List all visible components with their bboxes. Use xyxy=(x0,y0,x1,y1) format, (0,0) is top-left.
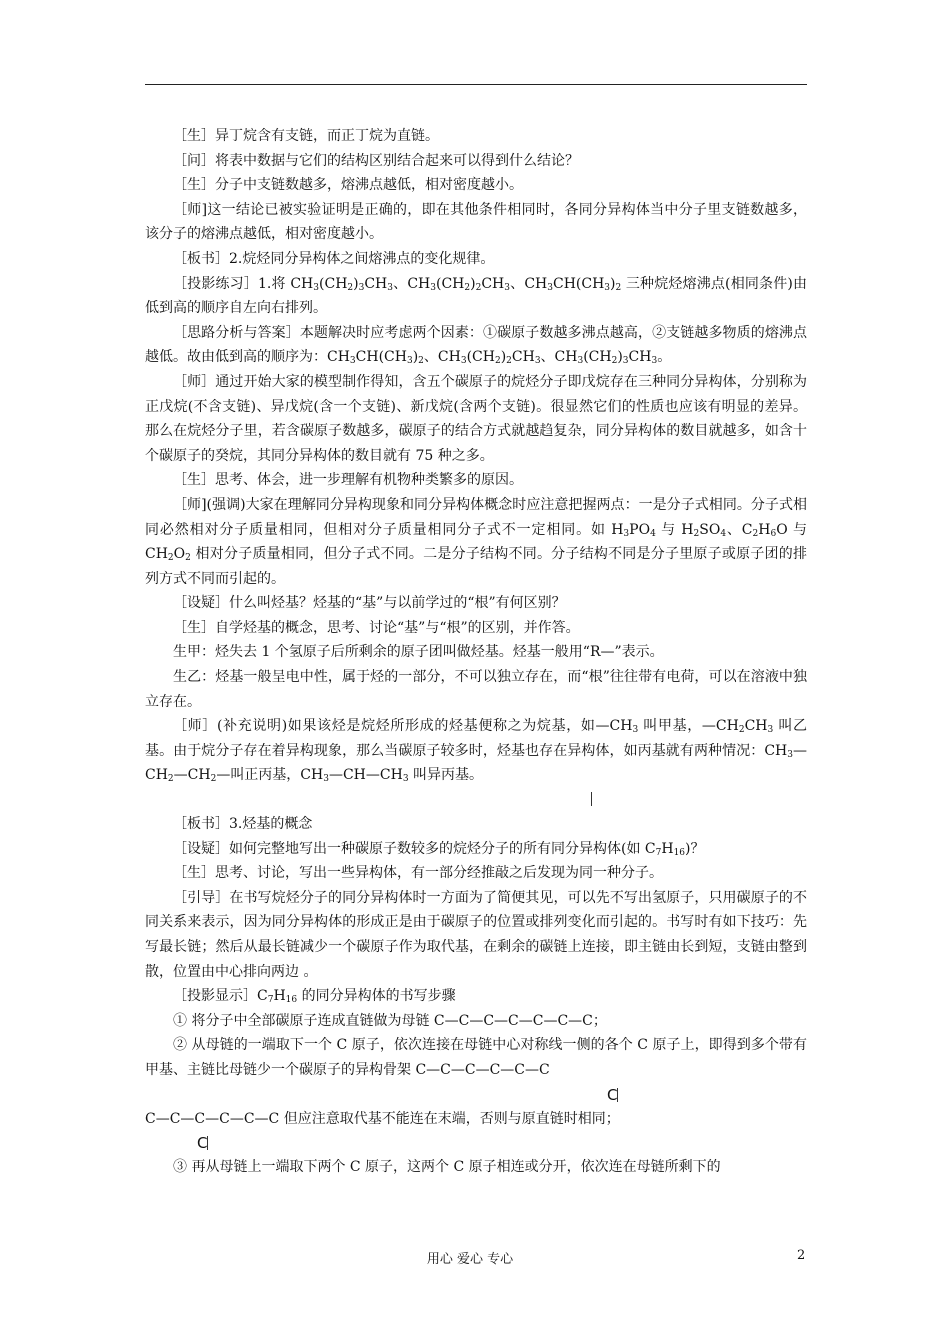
paragraph-7: ［思路分析与答案］本题解决时应考虑两个因素：①碳原子数越多沸点越高，②支链越多物质的熔沸点越低。故由低到高的顺序为：$CH_3CH(CH_3)_2$、$CH_3(CH_2)_2CH_3$、$CH_3(CH_2)_3CH_3$。 xyxy=(145,324,807,367)
paragraph-14: 生乙：烃基一般呈电中性，属于烃的一部分，不可以独立存在，而“根”往往带有电荷，可以在溶液中独立存在。 xyxy=(145,669,807,710)
paragraph-6: ［投影练习］1.将 $CH_3(CH_2)_3CH_3$、$CH_3(CH_2)_2CH_3$、$CH_3CH(CH_3)_2$ 三种烷烃熔沸点(相同条件)由低到高的顺序自左向右排列。 xyxy=(145,275,808,317)
paragraph-4: ［师]这一结论已被实验证明是正确的，即在其他条件相同时，各同分异构体当中分子里支链数越多，该分子的熔沸点越低，相对密度越小。 xyxy=(145,201,807,243)
isopropyl-branch-bar xyxy=(591,788,592,812)
paragraph-9: ［生］思考、体会，进一步理解有机物种类繁多的原因。 xyxy=(173,472,523,489)
paragraph-12: ［生］自学烃基的概念，思考、讨论“基”与“根”的区别，并作答。 xyxy=(173,619,580,636)
branch-strip-2 xyxy=(145,1131,807,1155)
paragraph-19: ［引导］在书写烷烃分子的同分异构体时一方面为了简便其见，可以先不写出氢原子，只用碳原子的不同关系来表示，因为同分异构体的形成正是由于碳原子的位置或排列变化而引起的。书写时有如下技巧：先写最长链；然后从最长链减少一个碳原子作为取代基，在剩余的碳链上连接，即主链由长到短，支链由整到散，位置由中心排向两边 。 xyxy=(145,889,807,980)
paragraph-1: ［生］异丁烷含有支链，而正丁烷为直链。 xyxy=(173,128,439,144)
paragraph-3: ［生］分子中支链数越多，熔沸点越低，相对密度越小。 xyxy=(173,177,523,194)
paragraph-10: ［师](强调)大家在理解同分异构现象和同分异构体概念时应注意把握两点：一是分子式相同。分子式相同必然相对分子质量相同，但相对分子质量相同分子式不一定相同。如 $H_3PO_4$ 与 $H_2SO_4$、$C_2H_6O$ 与 $CH_2O_2$ 相对分子质量相同，但分子式不同。二是分子结构不同。分子结构不同是分子里原子或原子团的排列方式不同而引起的。 xyxy=(145,496,807,587)
paragraph-5: ［板书］2.烷烃同分异构体之间熔沸点的变化规律。 xyxy=(173,250,495,267)
header-rule xyxy=(145,84,807,85)
paragraph-13: 生甲：烃失去 1 个氢原子后所剩余的原子团叫做烃基。烃基一般用“R—”表示。 xyxy=(173,644,664,661)
footer-motto: 用心 爱心 专心 xyxy=(426,1252,514,1267)
paragraph-22: ② 从母链的一端取下一个 C 原子，依次连接在母链中心对称线一侧的各个 C 原子上，即得到多个带有甲基、主链比母链少一个碳原子的异构骨架 C—C—C—C—C—C xyxy=(145,1037,807,1078)
paragraph-23: C—C—C—C—C—C 但应注意取代基不能连在末端，否则与原直链时相同； xyxy=(145,1110,620,1127)
paragraph-17: ［设疑］如何完整地写出一种碳原子数较多的烷烃分子的所有同分异构体(如 $C_7H_{16}$)？ xyxy=(173,840,705,858)
branch-carbon-1: C xyxy=(607,1085,618,1104)
isopropyl-branch-strip xyxy=(145,788,807,812)
paragraph-24: ③ 再从母链上一端取下两个 C 原子，这两个 C 原子相连或分开，依次连在母链所剩下的 xyxy=(173,1159,721,1176)
paragraph-15: ［师］(补充说明)如果该烃是烷烃所形成的烃基便称之为烷基，如$—CH_3$ 叫甲基，$—CH_2CH_3$ 叫乙基。由于烷分子存在着异构现象，那么当碳原子较多时，烃基也存在异构体，如丙基就有两种情况：$CH_3—CH_2—CH_2—$叫正丙基，$CH_3—CH—CH_3$ 叫异丙基。 xyxy=(145,718,808,785)
paragraph-2: ［问］将表中数据与它们的结构区别结合起来可以得到什么结论？ xyxy=(173,152,579,169)
paragraph-20: ［投影显示$]C_7H_{16}$ 的同分异构体的书写步骤 xyxy=(173,988,456,1006)
branch-carbon-2: C xyxy=(197,1134,208,1153)
paragraph-21: ① 将分子中全部碳原子连成直链做为母链 C—C—C—C—C—C—C； xyxy=(173,1012,607,1029)
branch-strip-1 xyxy=(145,1083,807,1107)
document-body xyxy=(145,124,807,1180)
paragraph-18: ［生］思考、讨论，写出一些异构体，有一部分经推敲之后发现为同一种分子。 xyxy=(173,865,663,882)
paragraph-11: ［设疑］什么叫烃基？烃基的“基”与以前学过的“根”有何区别？ xyxy=(173,595,566,612)
page-number: 2 xyxy=(797,1248,806,1263)
paragraph-8: ［师］通过开始大家的模型制作得知，含五个碳原子的烷烃分子即戊烷存在三种同分异构体，分别称为正戊烷(不含支链)、异戊烷(含一个支链)、新戊烷(含两个支链)。很显然它们的性质也应该有明显的差异。那么在烷烃分子里，若含碳原子数越多，碳原子的结合方式就越趋复杂，同分异构体的数目就越多，如含十个碳原子的癸烷，其同分异构体的数目就有 75 种之多。 xyxy=(145,373,807,464)
paragraph-16: ［板书］3.烃基的概念 xyxy=(173,816,313,833)
